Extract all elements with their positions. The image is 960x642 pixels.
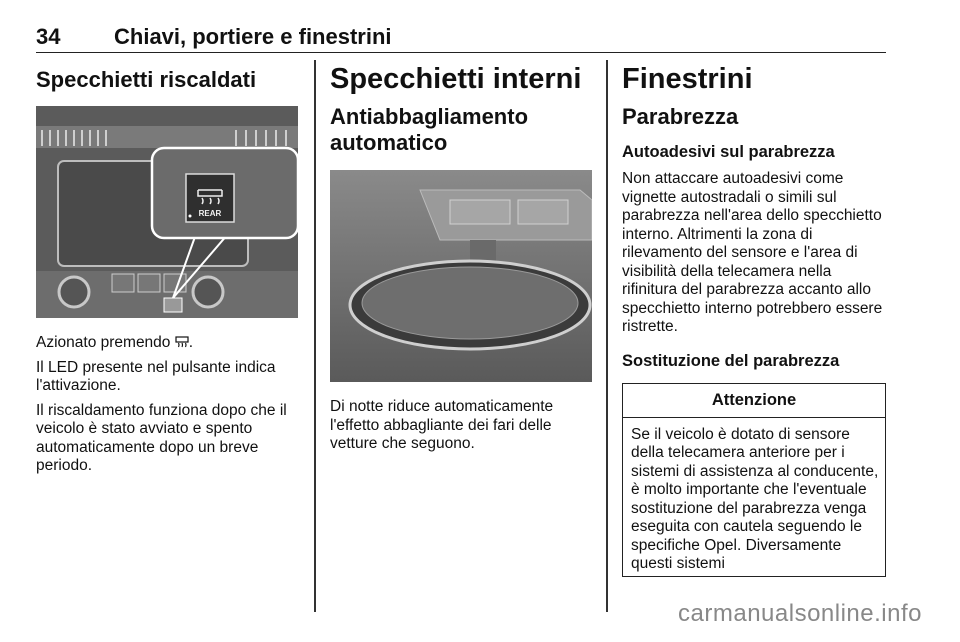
warning-text: Se il veicolo è dotato di sensore della telecamera anteriore per i sistemi di assistenza al conducente, è molto importante che l'eventuale sostituzione del parabrezza venga eseguita con cautela seguendo le specifiche Opel. Diversamente questi sistemi [631,425,879,572]
page-number: 34 [36,24,61,49]
paragraph-led: Il LED presente nel pulsante indica l'attivazione. [36,358,276,394]
section-subtitle: Antiabbagliamento automatico [330,104,529,155]
paragraph-stickers: Non attaccare autoadesivi come vignette autostradali o simili sul parabrezza nell'area dello specchietto interno. Altrimenti la zona di rilevamento del sensore e l'area di visibilità della telecamera nella rifinitura del parabrezza accanto allo specchietto interno potrebbero essere ristrette. [622,170,883,335]
rear-window-defrost-icon [175,336,189,348]
dashboard-illustration [36,106,298,318]
heading-stickers: Autoadesivi sul parabrezza [622,143,835,161]
paragraph-heating-duration: Il riscaldamento funziona dopo che il veicolo è stato avviato e spento automaticamente dopo un breve periodo. [36,401,287,474]
running-header [36,22,886,53]
paragraph-activation: Azionato premendo . [36,334,194,351]
section-title: Specchietti interni [330,63,582,95]
figure-rearview-mirror [330,170,592,382]
column-divider [314,60,316,612]
column-windows [622,60,886,577]
paragraph-auto-dimming: Di notte riduce automaticamente l'effetto abbagliante dei fari delle vetture che seguono. [330,398,554,452]
warning-title: Attenzione [623,384,885,418]
chapter-title: Chiavi, portiere e finestrini [114,24,392,49]
section-subtitle: Parabrezza [622,104,739,129]
column-divider [606,60,608,612]
warning-box [622,383,886,577]
watermark: carmanualsonline.info [678,600,922,627]
heading-windscreen-replacement: Sostituzione del parabrezza [622,351,840,370]
rearview-mirror-illustration [330,170,592,382]
column-heated-mirrors [36,60,298,476]
section-title: Finestrini [622,63,753,95]
column-interior-mirrors [330,60,592,454]
rear-button-label: REAR [198,209,222,218]
section-title: Specchietti riscaldati [36,67,257,92]
figure-dashboard-rear-button [36,106,298,318]
